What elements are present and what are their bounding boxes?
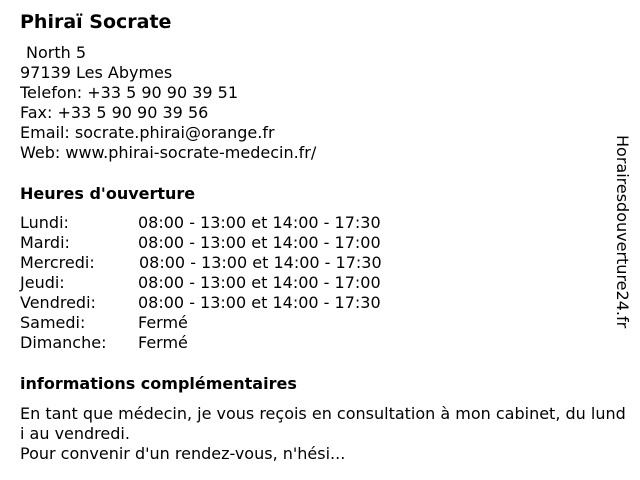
day-label: Mercredi: bbox=[20, 253, 95, 272]
hours-row-samedi bbox=[20, 313, 440, 333]
description-paragraph: En tant que médecin, je vous reçois en consultation à mon cabinet, du lundi au vendredi. bbox=[20, 404, 626, 443]
page-title: Phiraï Socrate bbox=[20, 11, 172, 33]
phone-line: Telefon: +33 5 90 90 39 51 bbox=[20, 83, 239, 102]
city-line: 97139 Les Abymes bbox=[20, 63, 173, 82]
hours-row-dimanche bbox=[20, 333, 440, 353]
hours-value: Fermé bbox=[138, 333, 188, 352]
hours-row-jeudi bbox=[20, 273, 440, 293]
hours-value: 08:00 - 13:00 et 14:00 - 17:00 bbox=[138, 273, 381, 292]
contact-info bbox=[20, 43, 316, 163]
hours-row-mercredi bbox=[20, 253, 440, 273]
hours-value: 08:00 - 13:00 et 14:00 - 17:00 bbox=[138, 233, 381, 252]
email-line: Email: socrate.phirai@orange.fr bbox=[20, 123, 275, 142]
day-label: Jeudi: bbox=[20, 273, 65, 292]
site-brand-label: Horairesdouverture24.fr bbox=[613, 135, 632, 329]
street-address: North 5 bbox=[26, 43, 87, 62]
day-label: Lundi: bbox=[20, 213, 69, 232]
day-label: Mardi: bbox=[20, 233, 70, 252]
fax-line: Fax: +33 5 90 90 39 56 bbox=[20, 103, 209, 122]
hours-row-vendredi bbox=[20, 293, 440, 313]
web-line: Web: www.phirai-socrate-medecin.fr/ bbox=[20, 143, 317, 162]
hours-row-mardi bbox=[20, 233, 440, 253]
additional-info-text bbox=[20, 404, 630, 464]
description-paragraph-truncated: Pour convenir d'un rendez-vous, n'hési... bbox=[20, 444, 346, 463]
hours-value: 08:00 - 13:00 et 14:00 - 17:30 bbox=[138, 293, 381, 312]
hours-value: Fermé bbox=[138, 313, 188, 332]
day-label: Samedi: bbox=[20, 313, 86, 332]
hours-value: 08:00 - 13:00 et 14:00 - 17:30 bbox=[138, 213, 381, 232]
hours-row-lundi bbox=[20, 213, 440, 233]
additional-info-heading: informations complémentaires bbox=[20, 374, 297, 393]
hours-value: 08:00 - 13:00 et 14:00 - 17:30 bbox=[139, 253, 382, 272]
opening-hours-table bbox=[20, 213, 440, 353]
opening-hours-heading: Heures d'ouverture bbox=[20, 184, 196, 203]
day-label: Vendredi: bbox=[20, 293, 96, 312]
day-label: Dimanche: bbox=[20, 333, 107, 352]
